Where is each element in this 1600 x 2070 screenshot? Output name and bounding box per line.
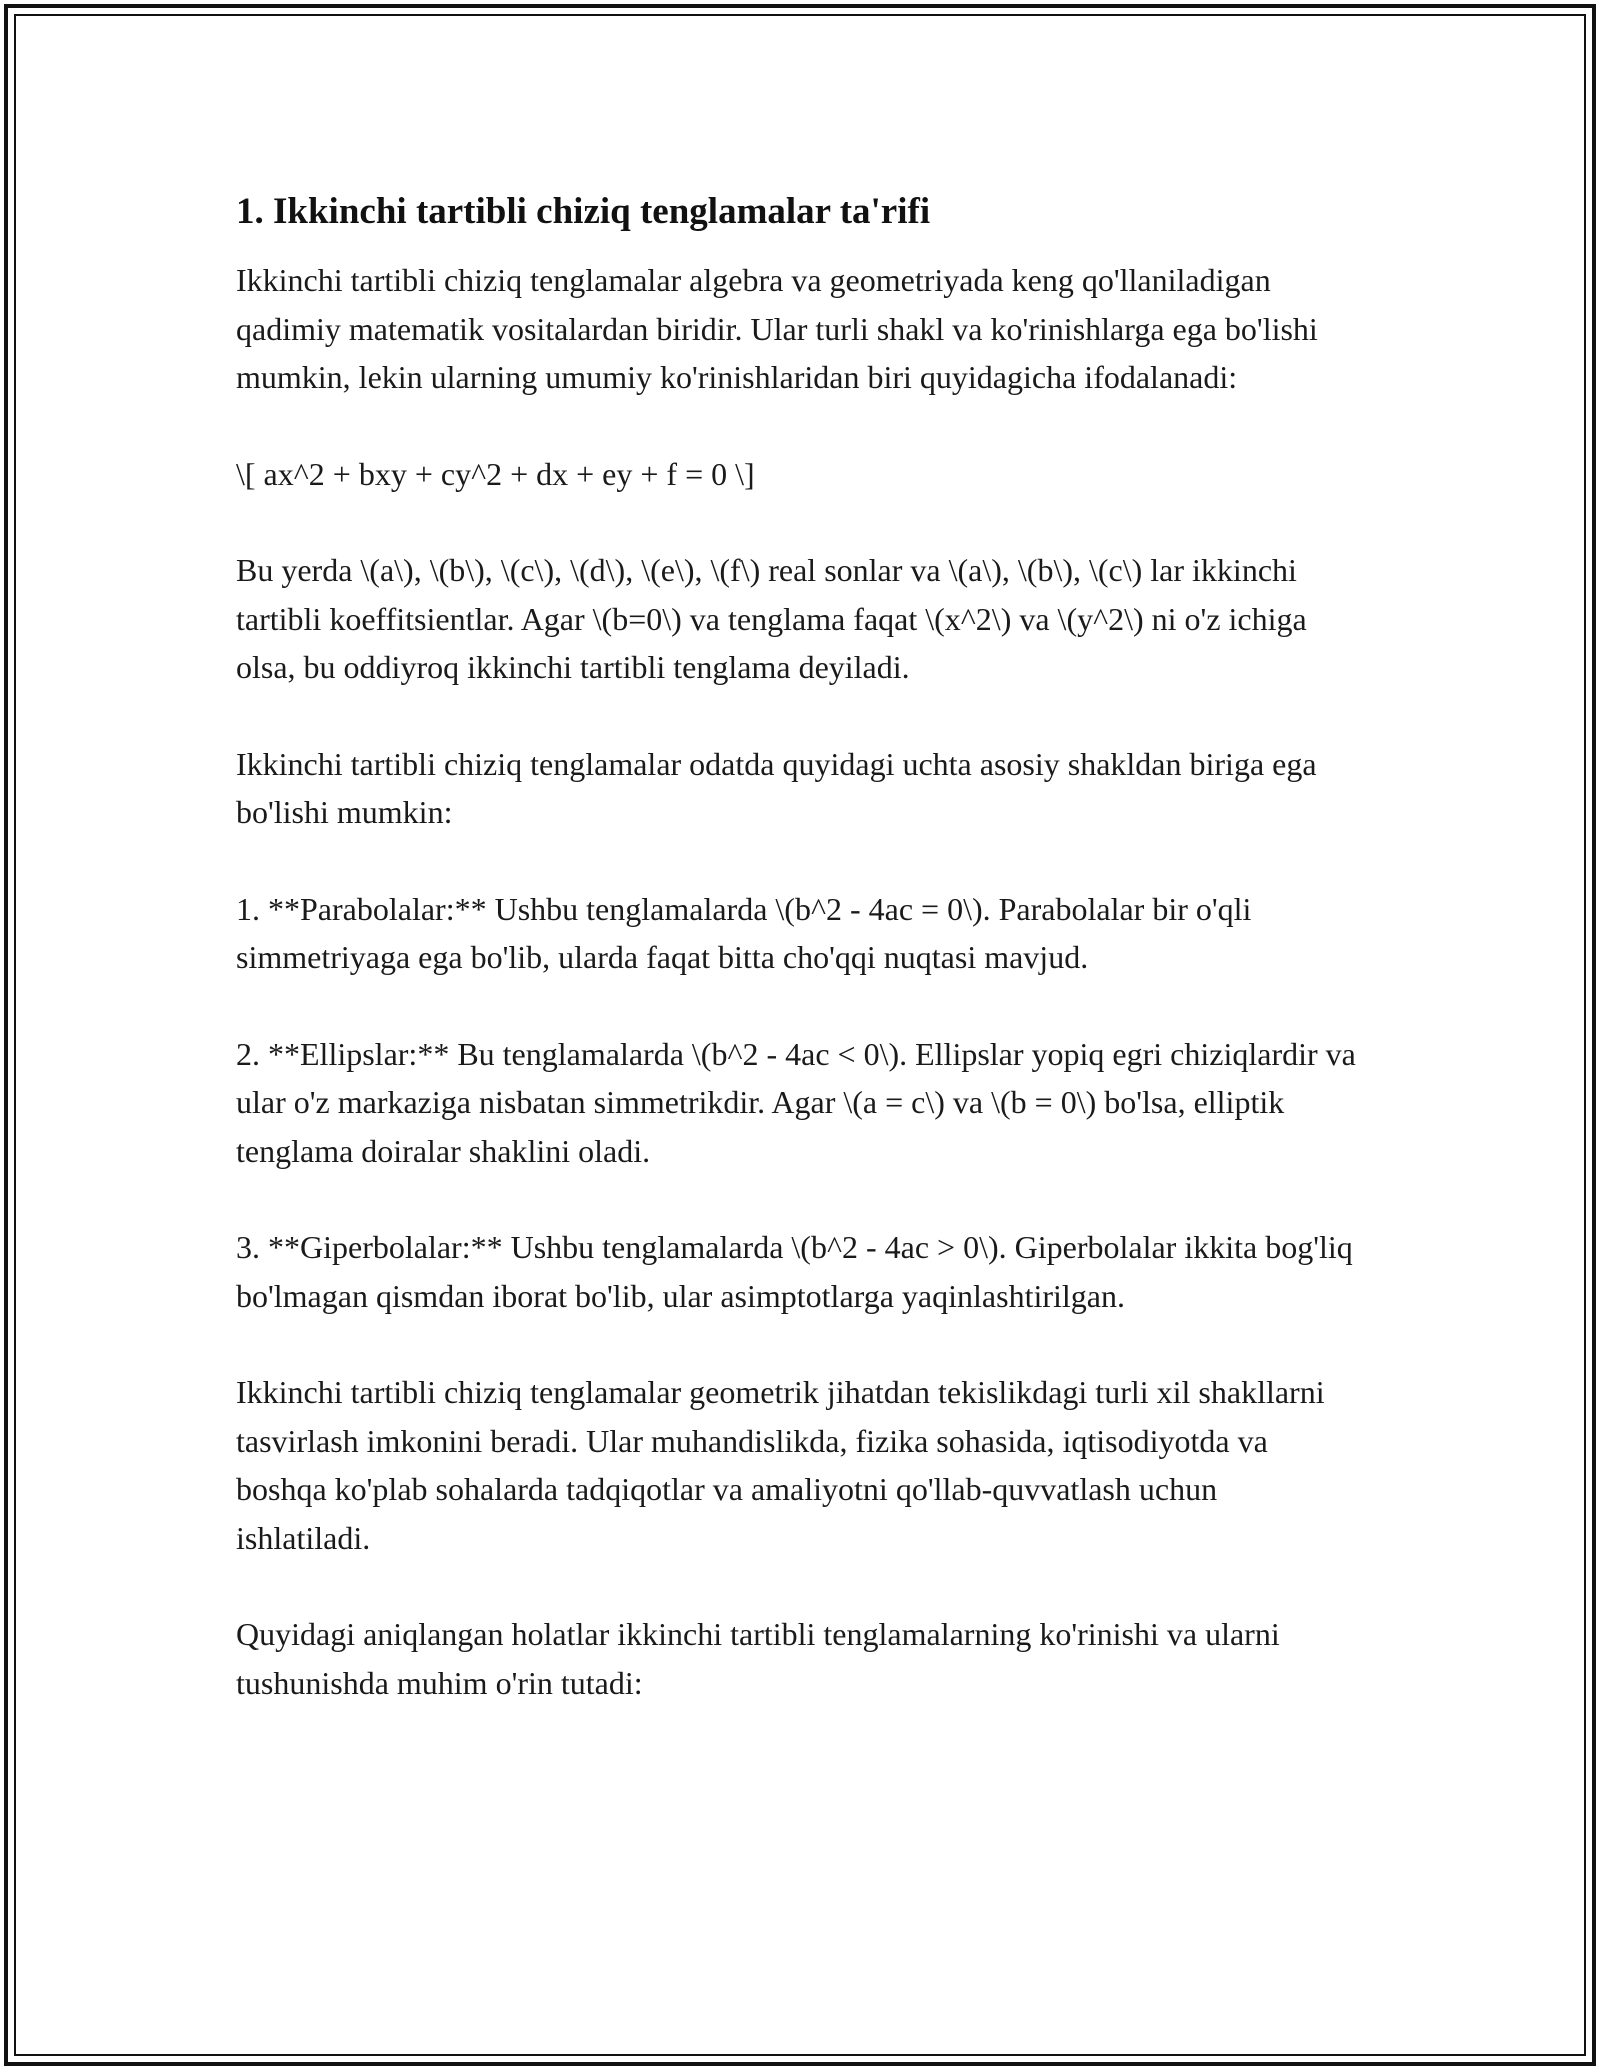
paragraph-general-equation: \[ ax^2 + bxy + cy^2 + dx + ey + f = 0 \] xyxy=(236,455,755,492)
list-item-parabolas: 1. **Parabolalar:** Ushbu tenglamalarda \(b^2 - 4ac = 0\). Parabolalar bir o'qli simmetriyaga ega bo'lib, ularda faqat bitta cho'qqi nuqtasi mavjud. xyxy=(236,890,1252,975)
paragraph-applications: Ikkinchi tartibli chiziq tenglamalar geometrik jihatdan tekislikdagi turli xil shakllarni tasvirlash imkonini beradi. Ular muhandislikda, fizika sohasida, iqtisodiyotda va boshqa ko'plab sohalarda tadqiqotlar va amaliyotni qo'llab-quvvatlash uchun ishlatiladi. xyxy=(236,1374,1325,1556)
list-item-ellipses: 2. **Ellipslar:** Bu tenglamalarda \(b^2 - 4ac < 0\). Ellipslar yopiq egri chiziqlardir va ular o'z markaziga nisbatan simmetrikdir. Agar \(a = c\) va \(b = 0\) bo'lsa, elliptik tenglama doiralar shaklini oladi. xyxy=(236,1035,1356,1169)
paragraph-intro: Ikkinchi tartibli chiziq tenglamalar algebra va geometriyada keng qo'llaniladigan qadimiy matematik vositalardan biridir. Ular turli shakl va ko'rinishlarga ega bo'lishi mumkin, lekin ularning umumiy ko'rinishlaridan biri quyidagicha ifodalanadi: xyxy=(236,262,1318,395)
paragraph-closing: Quyidagi aniqlangan holatlar ikkinchi tartibli tenglamalarning ko'rinishi va ularni tushunishda muhim o'rin tutadi: xyxy=(236,1616,1280,1701)
section-heading: 1. Ikkinchi tartibli chiziq tenglamalar ta'rifi xyxy=(236,191,931,232)
paragraph-coefficients: Bu yerda \(a\), \(b\), \(c\), \(d\), \(e\), \(f\) real sonlar va \(a\), \(b\), \(c\) lar ikkinchi tartibli koeffitsientlar. Agar \(b=0\) va tenglama faqat \(x^2\) va \(y^2\) ni o'z ichiga olsa, bu oddiyroq ikkinchi tartibli tenglama deyiladi. xyxy=(236,552,1307,685)
list-item-hyperbolas: 3. **Giperbolalar:** Ushbu tenglamalarda \(b^2 - 4ac > 0\). Giperbolalar ikkita bog'liq bo'lmagan qismdan iborat bo'lib, ular asimptotlarga yaqinlashtirilgan. xyxy=(236,1229,1353,1314)
document-body xyxy=(236,186,1356,1707)
paragraph-three-forms: Ikkinchi tartibli chiziq tenglamalar odatda quyidagi uchta asosiy shakldan biriga ega bo'lishi mumkin: xyxy=(236,745,1317,830)
